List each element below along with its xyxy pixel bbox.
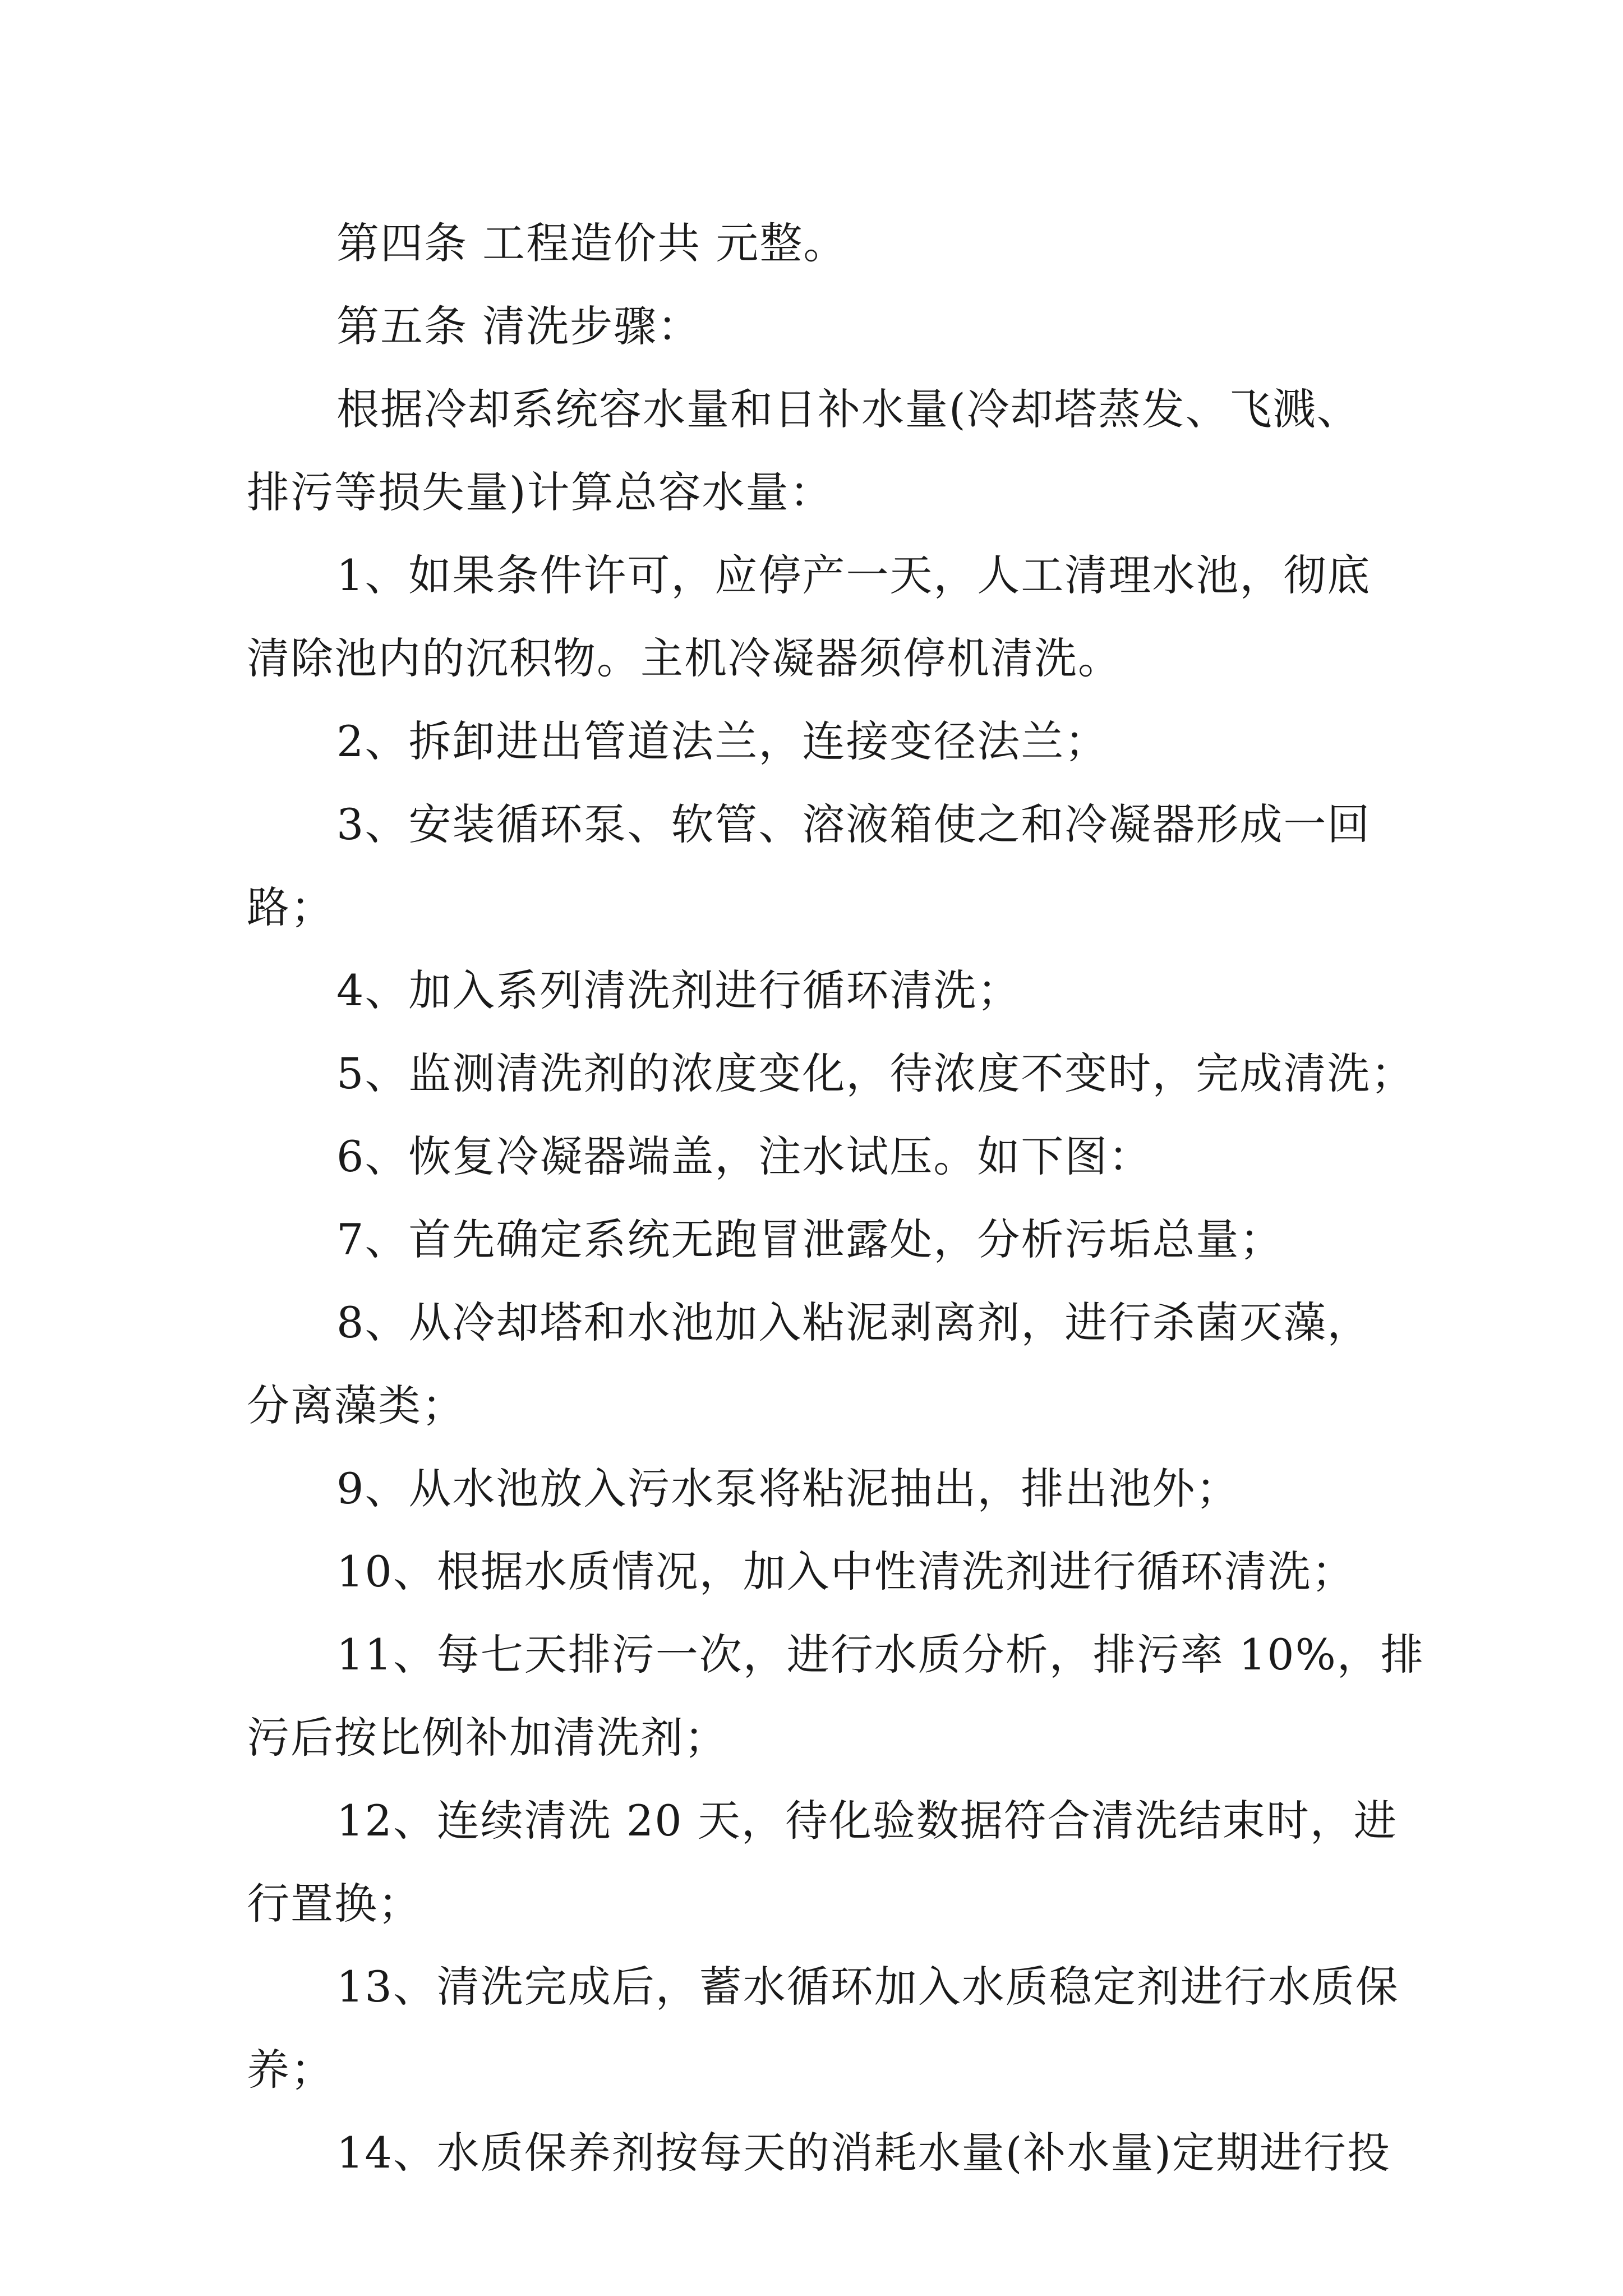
text-line: 8、从冷却塔和水池加入粘泥剥离剂，进行杀菌灭藻， <box>336 1297 1371 1347</box>
text-line: 7、首先确定系统无跑冒泄露处，分析污垢总量； <box>336 1214 1284 1264</box>
text-line: 3、安装循环泵、软管、溶液箱使之和冷凝器形成一回 <box>336 799 1371 849</box>
text-line: 污后按比例补加清洗剂； <box>247 1713 728 1763</box>
text-line: 2、拆卸进出管道法兰，连接变径法兰； <box>336 716 1109 766</box>
text-line: 第五条 清洗步骤： <box>336 301 702 351</box>
document-body <box>247 202 1424 2194</box>
text-line: 5、监测清洗剂的浓度变化，待浓度不变时，完成清洗； <box>336 1048 1415 1098</box>
text-line: 11、每七天排污一次，进行水质分析，排污率 10%，排 <box>336 1630 1424 1680</box>
text-line: 清除池内的沉积物。主机冷凝器须停机清洗。 <box>247 633 1122 683</box>
text-line: 4、加入系列清洗剂进行循环清洗； <box>336 965 1021 1015</box>
text-line: 9、从水池放入污水泵将粘泥抽出，排出池外； <box>336 1464 1240 1513</box>
text-line: 养； <box>247 2045 334 2095</box>
text-line: 6、恢复冷凝器端盖，注水试压。如下图： <box>336 1131 1152 1181</box>
text-line: 1、如果条件许可，应停产一天，人工清理水池，彻底 <box>336 550 1371 600</box>
text-line: 12、连续清洗 20 天，待化验数据符合清洗结束时，进 <box>336 1796 1398 1846</box>
text-line: 根据冷却系统容水量和日补水量(冷却塔蒸发、飞溅、 <box>336 384 1361 434</box>
text-line: 第四条 工程造价共 元整。 <box>336 218 847 268</box>
text-line: 路； <box>247 882 334 932</box>
text-line: 行置换； <box>247 1879 422 1929</box>
text-line: 14、水质保养剂按每天的消耗水量(补水量)定期进行投 <box>336 2128 1391 2178</box>
text-line: 10、根据水质情况，加入中性清洗剂进行循环清洗； <box>336 1547 1355 1596</box>
text-line: 分离藻类； <box>247 1381 465 1430</box>
text-line: 13、清洗完成后，蓄水循环加入水质稳定剂进行水质保 <box>336 1962 1399 2012</box>
text-line: 排污等损失量)计算总容水量： <box>247 467 833 517</box>
